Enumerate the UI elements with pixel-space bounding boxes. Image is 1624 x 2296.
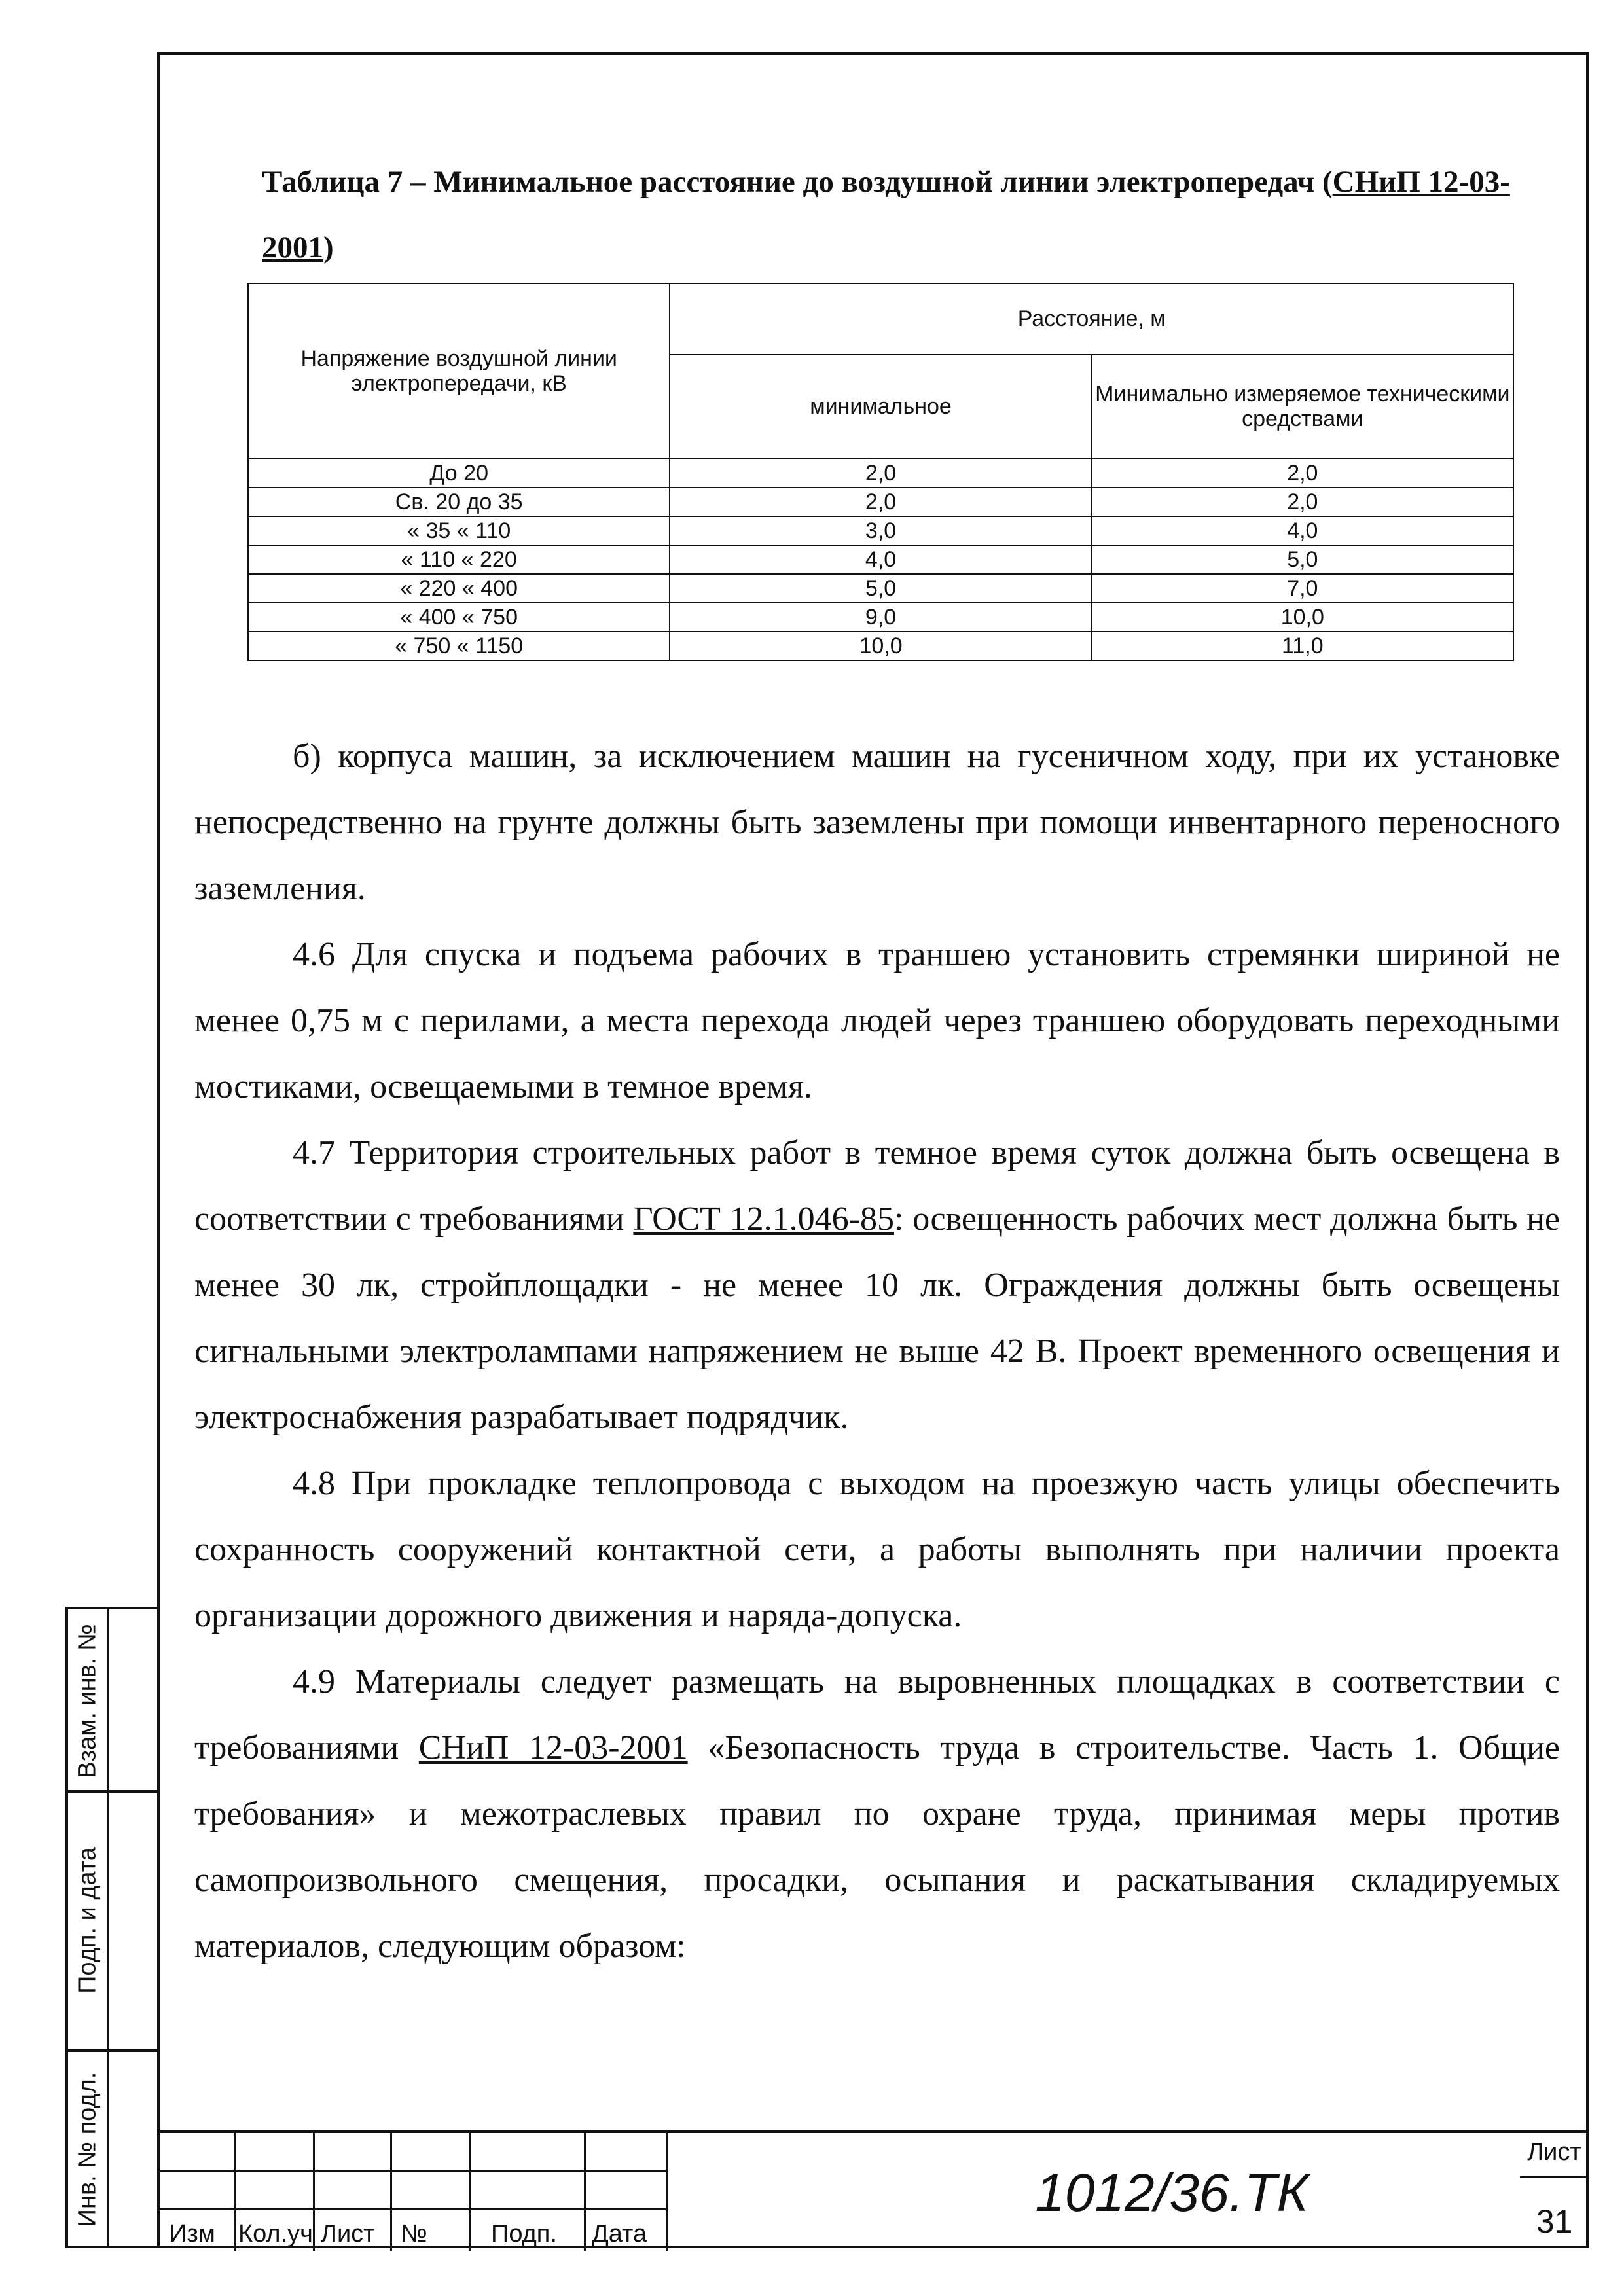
paragraph-text: 4.7 Территория строительных работ в темное время суток должна быть освещена в соответствии с требованиями [194,1134,1560,1238]
title-block-col-line [313,2133,315,2251]
paragraph [194,1649,1560,1979]
col-podp: Подп. [491,2220,557,2248]
document-code: 1012/36.ТК [1035,2163,1308,2223]
cell-voltage: « 400 « 750 [248,603,670,632]
cell-measured: 5,0 [1092,545,1513,574]
caption-close: ) [323,230,334,264]
table-row [248,488,1513,516]
col-list: Лист [321,2220,375,2248]
title-block-col-line [234,2133,236,2251]
paragraph [194,1120,1560,1450]
col-izm: Изм [169,2220,215,2248]
table-row [248,632,1513,660]
table-row [248,574,1513,603]
title-block-col-line [469,2133,471,2251]
paragraph: 4.6 Для спуска и подъема рабочих в траншею установить стремянки шириной не менее 0,75 м с перилами, а места перехода людей через траншею оборудовать переходными мостиками, освещаемыми в темное время. [194,936,1560,1105]
cell-min: 3,0 [670,516,1091,545]
inv-orig-label: Инв. № подл. [73,2072,101,2227]
sign-date-label: Подп. и дата [73,1847,101,1994]
distance-table [247,283,1514,661]
col-num: № [401,2220,427,2248]
cell-measured: 2,0 [1092,488,1513,516]
col-date: Дата [592,2220,647,2248]
header-distance: Расстояние, м [670,283,1513,355]
side-stamp-row-divider [68,1790,157,1793]
table-row [248,545,1513,574]
cell-min: 5,0 [670,574,1091,603]
table-row [248,603,1513,632]
side-stamp [65,1607,157,2248]
caption-text: Таблица 7 – Минимальное расстояние до воздушной линии электропередач ( [262,165,1333,199]
sheet-number: 31 [1536,2203,1573,2240]
cell-min: 9,0 [670,603,1091,632]
snip-link[interactable]: СНиП 12-03-2001 [418,1729,688,1767]
side-stamp-row-divider [68,2049,157,2052]
paragraph: 4.8 При прокладке теплопровода с выходом на проезжую часть улицы обеспечить сохранность сооружений контактной сети, а работы выполнять при наличии проекта организации дорожного движения и наряда-допуска. [194,1465,1560,1634]
cell-measured: 2,0 [1092,459,1513,488]
header-measured: Минимально измеряемое техническими средствами [1092,355,1513,459]
gost-link[interactable]: ГОСТ 12.1.046-85 [633,1200,894,1238]
cell-voltage: До 20 [248,459,670,488]
sheet-label: Лист [1527,2138,1581,2166]
paragraph-text: : освещенность рабочих мест должна быть не менее 30 лк, стройплощадки - не менее 10 лк. Ограждения должны быть освещены сигнальными электролампами напряжением не выше 42 В. Проект временного освещения и электроснабжения разрабатывает подрядчик. [194,1200,1560,1436]
table-row [248,459,1513,488]
title-block [157,2130,1589,2251]
cell-measured: 4,0 [1092,516,1513,545]
sheet-box [1520,2130,1589,2248]
side-stamp-divider [107,1609,109,2246]
col-kol-uch: Кол.уч [238,2220,313,2248]
swap-inv-label: Взам. инв. № [73,1624,101,1778]
title-block-col-line [390,2133,392,2251]
cell-min: 10,0 [670,632,1091,660]
header-voltage: Напряжение воздушной линии электропередачи, кВ [248,283,670,459]
cell-voltage: Св. 20 до 35 [248,488,670,516]
table-row [248,516,1513,545]
paragraph-text: «Безопасность труда в строительстве. Часть 1. Общие требования» и межотраслевых правил по охране труда, принимая меры против самопроизвольного смещения, просадки, осыпания и раскатывания складируемых материалов, следующим образом: [194,1729,1561,1965]
cell-voltage: « 220 « 400 [248,574,670,603]
paragraph-text: 4.9 Материалы следует размещать на выровненных площадках в соответствии с требованиями [194,1663,1560,1767]
title-block-col-line [584,2133,586,2251]
header-min: минимальное [670,355,1091,459]
cell-measured: 10,0 [1092,603,1513,632]
cell-min: 4,0 [670,545,1091,574]
body-text [194,723,1560,1979]
title-block-row-line [157,2208,666,2210]
title-block-row-line [157,2170,666,2172]
cell-min: 2,0 [670,459,1091,488]
cell-measured: 7,0 [1092,574,1513,603]
table-caption [262,149,1519,280]
cell-measured: 11,0 [1092,632,1513,660]
cell-min: 2,0 [670,488,1091,516]
cell-voltage: « 110 « 220 [248,545,670,574]
cell-voltage: « 35 « 110 [248,516,670,545]
cell-voltage: « 750 « 1150 [248,632,670,660]
caption-standard-link[interactable]: СНиП 12-03-2001 [262,165,1510,264]
paragraph: б) корпуса машин, за исключением машин на гусеничном ходу, при их установке непосредственно на грунте должны быть заземлены при помощи инвентарного переносного заземления. [194,738,1560,907]
sheet-divider [1520,2176,1589,2178]
